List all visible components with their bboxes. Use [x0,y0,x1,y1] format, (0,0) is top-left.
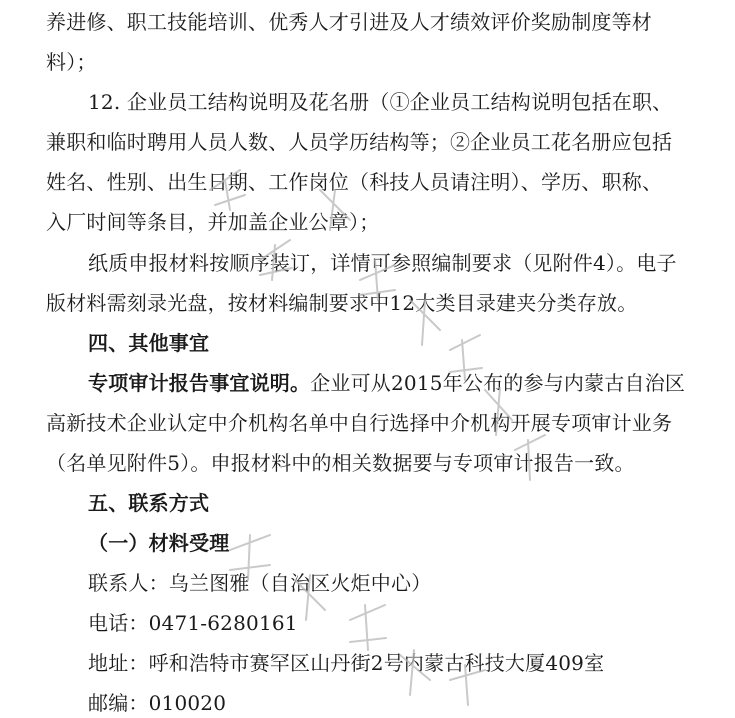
audit-paragraph-line-2: 高新技术企业认定中介机构名单中自行选择中介机构开展专项审计业务 [46,411,673,435]
contact-postcode: 邮编：010020 [88,691,227,715]
audit-paragraph-line-3: （名单见附件5）。申报材料中的相关数据要与专项审计报告一致。 [46,451,635,475]
item-12-line-2: 兼职和临时聘用人员人数、人员学历结构等；②企业员工花名册应包括 [46,130,673,154]
section-heading-contact: 五、联系方式 [88,491,210,515]
section-heading-other-matters: 四、其他事宜 [88,331,210,355]
paragraph-line-2: 料）； [46,50,97,74]
contact-address: 地址：呼和浩特市赛罕区山丹街2号内蒙古科技大厦409室 [88,651,605,675]
contact-person: 联系人：乌兰图雅（自治区火炬中心） [88,571,432,595]
binding-note-line-2: 版材料需刻录光盘，按材料编制要求中12大类目录建夹分类存放。 [46,291,638,315]
audit-paragraph-line-1 [88,363,735,403]
item-12-line-4: 入厂时间等条目，并加盖企业公章）； [46,210,380,234]
binding-note-line-1: 纸质申报材料按顺序装订，详情可参照编制要求（见附件4）。电子 [88,251,677,275]
item-12-line-1: 12. 企业员工结构说明及花名册（①企业员工结构说明包括在职、 [88,90,673,114]
paragraph-line-1: 养进修、职工技能培训、优秀人才引进及人才绩效评价奖励制度等材 [46,10,652,34]
contact-phone: 电话：0471-6280161 [88,611,298,635]
subheading-material-receipt: （一）材料受理 [88,531,230,555]
audit-lead-in: 专项审计报告事宜说明。 [88,371,311,395]
audit-line-1-rest: 企业可从2015年公布的参与内蒙古自治区 [310,371,686,395]
item-12-line-3: 姓名、性别、出生日期、工作岗位（科技人员请注明）、学历、职称、 [46,170,663,194]
